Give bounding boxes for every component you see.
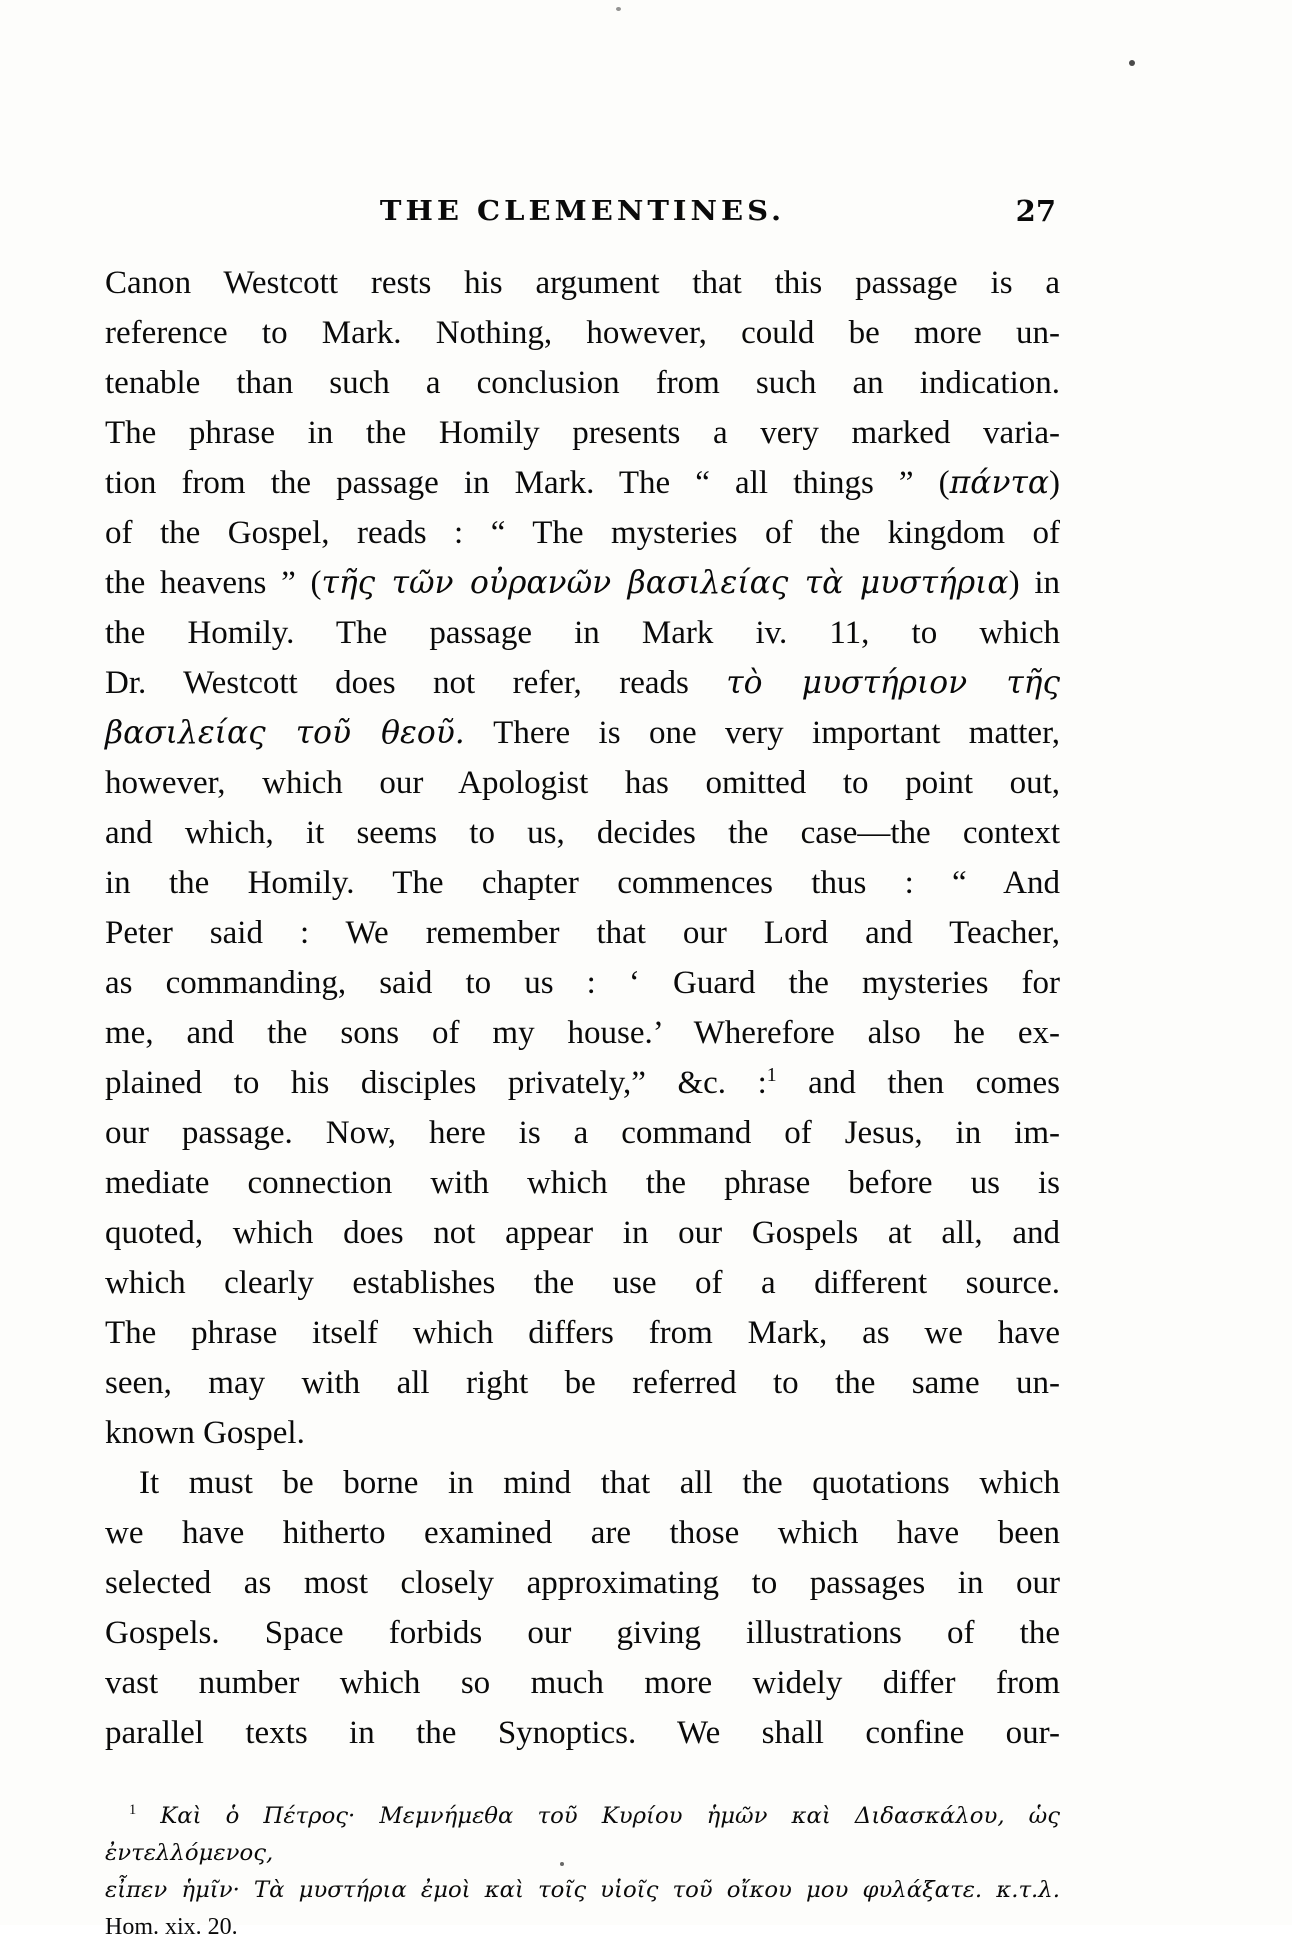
page-number: 27	[1015, 194, 1056, 228]
text-line	[105, 608, 1060, 658]
text-segment: quoted, which does not appear in our Gospels at all, and	[105, 1215, 1060, 1251]
scan-speck	[616, 7, 621, 11]
text-segment: reference to Mark. Nothing, however, could be more un-	[105, 315, 1060, 351]
text-line	[105, 1558, 1060, 1608]
text-line	[105, 958, 1060, 1008]
text-segment: Canon Westcott rests his argument that this passage is a	[105, 265, 1060, 301]
text-line	[105, 1708, 1060, 1758]
running-title: THE CLEMENTINES.	[379, 195, 786, 227]
text-segment: Hom. xix. 20.	[105, 1914, 238, 1940]
text-line	[105, 1909, 1060, 1946]
text-segment: which clearly establishes the use of a different source.	[105, 1265, 1060, 1301]
text-segment: The phrase itself which differs from Mark, as we have	[105, 1315, 1060, 1351]
text-line	[105, 1508, 1060, 1558]
text-line	[105, 1258, 1060, 1308]
text-segment: the heavens ” (	[105, 565, 322, 601]
text-line	[105, 1308, 1060, 1358]
footnote	[105, 1798, 1060, 1946]
text-segment: me, and the sons of my house.’ Wherefore also he ex-	[105, 1015, 1060, 1051]
text-line	[105, 508, 1060, 558]
text-segment: Peter said : We remember that our Lord and Teacher,	[105, 915, 1060, 951]
greek-text: βασιλείας τοῦ θεοῦ.	[105, 715, 465, 751]
text-line	[105, 908, 1060, 958]
text-line	[105, 1008, 1060, 1058]
text-line	[105, 1158, 1060, 1208]
text-line	[105, 1358, 1060, 1408]
text-line	[105, 1408, 1060, 1458]
text-line	[105, 1458, 1060, 1508]
text-segment: ) in	[1008, 565, 1060, 601]
text-segment: There is one very important matter,	[464, 715, 1061, 751]
greek-text: τὸ μυστήριον τῆς	[726, 665, 1061, 701]
body-text	[105, 258, 1060, 1758]
text-segment: and then comes	[776, 1065, 1060, 1101]
text-segment: in the Homily. The chapter commences thus : “ And	[105, 865, 1060, 901]
text-segment: selected as most closely approximating to passages in our	[105, 1565, 1060, 1601]
text-segment: and which, it seems to us, decides the case—the context	[105, 815, 1060, 851]
greek-text: πάντα	[949, 465, 1049, 501]
text-segment: It must be borne in mind that all the quotations which	[139, 1465, 1060, 1501]
text-segment: of the Gospel, reads : “ The mysteries of the kingdom of	[105, 515, 1060, 551]
text-line	[105, 658, 1060, 708]
text-line	[105, 1058, 1060, 1108]
text-segment: the Homily. The passage in Mark iv. 11, to which	[105, 615, 1060, 651]
text-segment: vast number which so much more widely differ from	[105, 1665, 1060, 1701]
text-line	[105, 1208, 1060, 1258]
text-segment: we have hitherto examined are those which have been	[105, 1515, 1060, 1551]
footnote-marker: 1	[766, 1064, 777, 1086]
text-line	[105, 1608, 1060, 1658]
text-line	[105, 758, 1060, 808]
text-segment: Dr. Westcott does not refer, reads	[105, 665, 727, 701]
greek-text: τῆς τῶν οὐρανῶν βασιλείας τὰ μυστήρια	[321, 565, 1009, 601]
text-line	[105, 258, 1060, 308]
text-segment: Gospels. Space forbids our giving illustrations of the	[105, 1615, 1060, 1651]
text-line	[105, 308, 1060, 358]
text-segment: known Gospel.	[105, 1415, 305, 1451]
text-line	[105, 858, 1060, 908]
text-segment: tenable than such a conclusion from such an indication.	[105, 365, 1060, 401]
text-line	[105, 1872, 1060, 1909]
text-segment: )	[1049, 465, 1060, 501]
text-segment: however, which our Apologist has omitted to point out,	[105, 765, 1060, 801]
text-segment: our passage. Now, here is a command of Jesus, in im-	[105, 1115, 1060, 1151]
scan-speck	[560, 1862, 564, 1866]
text-line	[105, 708, 1060, 758]
text-segment: mediate connection with which the phrase before us is	[105, 1165, 1060, 1201]
greek-text: εἶπεν ἡμῖν· Τὰ μυστήρια ἐμοὶ καὶ τοῖς υἱοῖς τοῦ οἴκου μου φυλάξατε. κ.τ.λ.	[105, 1877, 1060, 1903]
text-segment: plained to his disciples privately,” &c. :	[105, 1065, 767, 1101]
text-segment: tion from the passage in Mark. The “ all things ” (	[105, 465, 950, 501]
greek-text: Καὶ ὁ Πέτρος· Μεμνήμεθα τοῦ Κυρίου ἡμῶν καὶ Διδασκάλου, ὡς ἐντελλόμενος,	[105, 1803, 1060, 1866]
text-line	[105, 458, 1060, 508]
text-segment: The phrase in the Homily presents a very marked varia-	[105, 415, 1060, 451]
text-line	[105, 358, 1060, 408]
text-line	[105, 1658, 1060, 1708]
scan-speck	[1129, 60, 1135, 66]
text-segment: seen, may with all right be referred to the same un-	[105, 1365, 1060, 1401]
text-line	[105, 1108, 1060, 1158]
text-line	[105, 558, 1060, 608]
footnote-marker: 1	[129, 1802, 137, 1818]
text-segment: as commanding, said to us : ‘ Guard the mysteries for	[105, 965, 1060, 1001]
page-header	[105, 194, 1060, 234]
text-segment: parallel texts in the Synoptics. We shall confine our-	[105, 1715, 1060, 1751]
text-line	[105, 1798, 1060, 1872]
text-line	[105, 808, 1060, 858]
text-line	[105, 408, 1060, 458]
